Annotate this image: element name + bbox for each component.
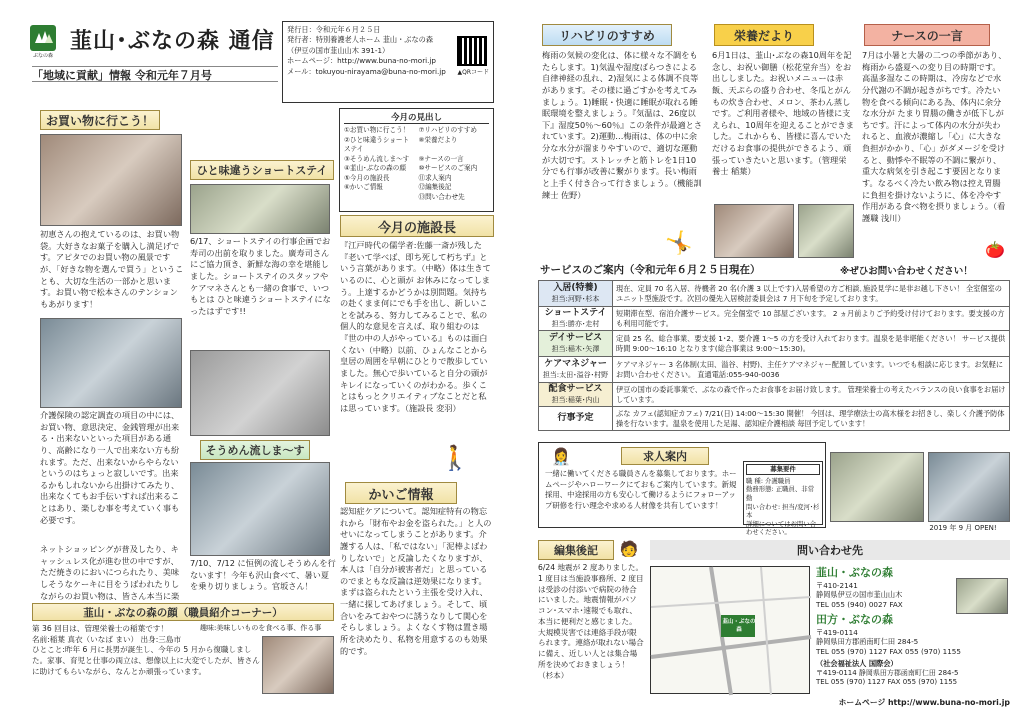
- toc-item[interactable]: ⑪求人案内: [418, 173, 452, 182]
- logo-caption: ぶなの森: [32, 53, 53, 59]
- nirayama-name: 韮山・ぶなの森: [816, 566, 893, 579]
- email-address[interactable]: メール：tokuyou-nirayama@buna-no-mori.jp: [287, 66, 446, 76]
- service-row[interactable]: [539, 357, 1010, 383]
- shopping-text-3-continued: [190, 108, 336, 134]
- shopping-photo: [40, 134, 182, 226]
- building-caption: 2019 年 9 月 OPEN!: [929, 524, 997, 532]
- tagata-zip: 〒419-0114: [816, 627, 858, 637]
- shortstay-photo: [190, 184, 330, 234]
- service-staff: 担当:勝亦･走村: [551, 319, 600, 328]
- logo-icon: [30, 25, 56, 51]
- director-text: 『江戸時代の儒学者:佐藤一斎が残した『老いて学べば、即ち死して朽ちず』という言葉があります。（中略）体は生きているのに、心と頭が お休みになってしまう。上達するかどうかは別問題。気持ちの赴くまま何にでも手を出し、新しいことを試みる、努力してみることで、私の個人的な意見を言えば、取り組むのは『世の中の人がやっている』ものは面白くない（中略）以前、ひょんなことから皇居の周囲を早朝にひとりで散歩していました。無心で歩いていると自分の頭がキレイになっていくのがわかる。歩くことはもっとクリエイティブなことだと私は思っています。（施設長 変羽）: [340, 240, 491, 413]
- service-desc: ぶな カフェ(認知症カフェ) 7/21(日) 14:00〜15:30 開催！ 今回は、理学療法士の高木様をお招きし、楽しく介護予防体操を行ないます。温泉を使用した足湯、認知症介護相談 毎回予定しています！: [613, 407, 1010, 431]
- service-row[interactable]: [539, 383, 1010, 407]
- toc-item[interactable]: ⑥かいご情報: [344, 183, 383, 192]
- toc-title: 今月の見出し: [344, 111, 489, 124]
- shortstay-heading: ひと味違うショートステイ: [190, 160, 334, 180]
- service-desc: 現在、定員 70 名入居、待機者 20 名(介護 3 以上です)入居希望の方ご相談､施設見学に是非お越し下さい！ 全室個室のユニット型施設です。次回の優先入居検討委員会は 7 月下旬を予定しております。: [613, 281, 1010, 307]
- toc-item[interactable]: ⑩サービスのご案内: [418, 164, 478, 173]
- walking-person-icon: 🚶: [440, 444, 470, 472]
- toc-item[interactable]: ④韮山･ぶなの森の顔: [344, 164, 406, 173]
- service-desc: 短期滞在型、宿泊介護サービス。完全個室で 10 部屋ございます。 2 ヵ月前よりご予約受け付けております。要支援の方も利用可能です。: [613, 307, 1010, 331]
- tagata-name: 田方・ぶなの森: [816, 613, 893, 627]
- toc-item[interactable]: ①お買い物に行こう！: [344, 126, 410, 134]
- tagata-tel: TEL 055 (970) 1127 FAX 055 (970) 1155: [816, 646, 961, 656]
- nirayama-address: 静岡県伊豆の国市韮山山木: [816, 590, 903, 600]
- service-row[interactable]: [539, 331, 1010, 357]
- toc-list: [344, 126, 489, 202]
- publisher-address: （伊豆の国市韮山山木 391-1）: [287, 45, 390, 55]
- services-table: [538, 280, 1010, 431]
- requirement-detail: 詳細についてはお問い合わせください。: [746, 519, 817, 537]
- service-name: 配食サービス: [548, 384, 603, 395]
- recruit-text: 一緒に働いてくださる職員さんを募集しております。ホームページやハローワークにておもご案内しています。新規採用、中途採用の方も安心して働けるようにフォローアップ研修を行い理念や求める人材像を共有しています！: [545, 469, 737, 510]
- service-name: ケアマネジャー: [544, 359, 607, 370]
- staff-photo: [262, 636, 334, 694]
- toc-box: [339, 108, 494, 212]
- toc-item[interactable]: ⑬問い合わせ先: [418, 192, 465, 201]
- face-intro: 第 36 回目は、管理栄養士の稲葉です！: [32, 624, 168, 633]
- service-desc: 定員 25 名、総合事業、要支援 1･2、要介護 1〜5 の方を受け入れております。温泉を是非堪能ください！ サービス提供時間 9:00〜16:10 となります(総合事業は 9:00〜15:30)。: [613, 331, 1010, 357]
- service-name: ショートステイ: [544, 308, 607, 319]
- requirement-contact: 問い合わせ: 担当/変河･杉本: [746, 502, 820, 520]
- shopping-heading: お買い物に行こう！: [40, 110, 160, 130]
- requirement-type: 勤務形態: 正職員、非常勤: [746, 485, 815, 502]
- face-text: ひとこと:昨年 6 月に長男が誕生し、今年の 5 月から復職しました。家事、育児と仕事の両立は、想像以上に大変でしたが、皆さんに助けてもらいながら、なんとか頑張っています。: [32, 645, 260, 676]
- rehab-heading: リハビリのすすめ: [542, 24, 672, 46]
- somen-heading: そうめん流しま〜す: [200, 440, 310, 460]
- kaigo-heading: かいご情報: [345, 482, 457, 504]
- requirements-box: [743, 461, 823, 537]
- toc-item[interactable]: ②ひと味違うショートステイ: [344, 135, 410, 154]
- toc-item[interactable]: ⑦リハビリのすすめ: [418, 126, 478, 134]
- nurse-heading: ナースの一言: [864, 24, 990, 46]
- service-row[interactable]: [539, 407, 1010, 431]
- newsletter-subtitle: 「地域に貢献」情報 令和元年７月号: [32, 66, 278, 82]
- issue-date: 発行日：令和元年６月２５日: [287, 25, 381, 34]
- face-hobby: 趣味:美味しいものを食べる事、作る事: [200, 624, 322, 632]
- face-name: 名前:稲葉 真衣（いなば まい） 出身:三島市: [32, 634, 182, 644]
- service-row[interactable]: [539, 307, 1010, 331]
- corp-tel: TEL 055 (970) 1127 FAX 055 (970) 1155: [816, 677, 958, 686]
- postscript-text: 6/24 地震が 2 度ありました。1 度目は当施設事務所、2 度目は受診の付添いで病院の待合にいました。地震情報がパソコン･スマホ･速報でも取れ、本当に便利だと感じました。大規模災害では連絡手段が限られます。連絡が取れない場合に備え、近しい人とは集合場所を決めておきましょう！（杉本）: [538, 563, 644, 680]
- contact-homepage[interactable]: ホームページ http://www.buna-no-mori.jp: [838, 698, 1010, 707]
- director-heading: 今月の施設長: [340, 215, 494, 237]
- rehab-text: 梅雨の気候の変化は、体に様々な不調をもたらします。1)気温や湿度ばらつきによる自律神経の乱れ、2)湿気による体調不良等があります。その様に過ごすかを考えてみましょう。1)睡眠・快適に睡眠が取れる睡眠環境を整えましょう。『気温は、26度以下』湿度50％～60％』この条件が最適とされています。2)運動…梅雨は、体の中に余分な水分が溜まりやすいので、適切な運動が大切です。ストレッチと筋トレを1日10分でも行事が改善に繋がります。長い梅雨と上手く付き合って行きましょう。（機能訓練士 佐野）: [542, 50, 703, 200]
- face-heading: 韮山・ぶなの森の顔（職員紹介コーナー）: [32, 603, 334, 621]
- recruit-heading: 求人案内: [621, 447, 709, 465]
- shopping-text-3: ネットショッピングが普及したり、キャッシュレス化が進む世の中ですが、ただ焼きのにおいにつられたり、美味しそうなケーキに目をうばわれたりしながらのお買い物は、皆さん本当に楽: [40, 544, 180, 601]
- building-photo-2: [928, 452, 1010, 522]
- postscript-heading: 編集後記: [538, 540, 614, 560]
- tagata-address: 静岡県田方郡函南町仁田 284-5: [816, 637, 919, 647]
- service-desc: ケアマネジャー 3 名体制(太田、溢谷、村野)、主任ケアマネジャー配置しています。いつでも相談に応じます。お気軽にお問い合わせください。 直通電話:055-940-0036: [613, 357, 1010, 383]
- service-staff: 担当:稲木･矢澤: [551, 344, 600, 353]
- stretch-icon: 🤸: [665, 230, 693, 256]
- requirement-job: 職 種: 介護職員: [746, 476, 791, 485]
- tomato-icon: 🍅: [985, 239, 1005, 259]
- right-page: [514, 0, 1024, 724]
- corp-address: 〒419-0114 静岡県田方郡函南町仁田 284-5: [816, 668, 959, 677]
- service-desc: 伊豆の国市の委託事業で、ぶなの森で作ったお食事をお届け致します。 管理栄養士の考えたバランスの良い食事をお届けしています。: [613, 383, 1010, 407]
- meal-photo-2: [798, 204, 854, 258]
- shortstay-photo-2: [190, 350, 330, 436]
- somen-photo: [190, 462, 330, 556]
- shopping-text-1: 初恵さんの抱えているのは、お買い物袋。大好きなお菓子を購入し満足げです。アピタでのお買い物の風景ですが、「好きな物を選んで買う」ということも、大切な生活の一部かと思います。お買い物で松本さんのテンションもあがります！: [40, 229, 184, 309]
- nutrition-heading: 栄養だより: [714, 24, 814, 46]
- toc-item[interactable]: ⑧栄養だより: [418, 135, 458, 144]
- service-name: デイサービス: [548, 333, 603, 344]
- services-note: ※ぜひお問い合わせください！: [840, 266, 973, 277]
- service-name: 入居(特養): [553, 283, 598, 294]
- building-photo: [830, 452, 924, 522]
- shopping-photo-2: [40, 318, 182, 408]
- toc-item[interactable]: ③そうめん流しま〜す: [344, 154, 410, 163]
- editor-icon: 🧑: [619, 540, 639, 558]
- service-name: 行事予定: [557, 412, 594, 423]
- left-page: [0, 0, 510, 724]
- meal-photo: [714, 204, 794, 258]
- publisher-box: [282, 21, 494, 103]
- facility-photo: [956, 578, 1008, 614]
- somen-text: 7/10、7/12 に恒例の流しそうめんを行ないます！今年も沢山食べて、暑い夏を乗り切りましょう。官坂さん！: [190, 558, 336, 592]
- map-label: 韮山・ぶなの森: [722, 619, 756, 633]
- toc-item[interactable]: ⑤今月の施設長: [344, 173, 390, 182]
- qr-label: ▲QRコード: [457, 69, 489, 76]
- homepage-url[interactable]: ホームページ：http://www.buna-no-mori.jp: [287, 56, 436, 66]
- staff-group-icon: 👩‍⚕️: [551, 446, 571, 466]
- map[interactable]: [650, 566, 810, 694]
- service-row[interactable]: [539, 281, 1010, 307]
- contact-heading: 問い合わせ先: [650, 540, 1010, 560]
- recruit-box: [538, 442, 826, 537]
- service-staff: 担当:稲葉･内山: [551, 395, 600, 404]
- toc-item[interactable]: ⑫編集後記: [418, 183, 452, 192]
- nirayama-tel: TEL 055 (940) 0027 FAX: [816, 599, 903, 609]
- service-staff: 担当:河野･杉本: [551, 294, 600, 303]
- nurse-text: 7月は小暑と大暑の二つの季節があり、梅雨から盛夏への変り目の時期です。高温多湿なこの時期は、冷房などで水分代謝の不調が起きがちです。冷たい物を食べる傾向にある為、体内に余分な水分が たまり胃腸の働きが低下しがちです。汗によって体内の水分が失われると、血液が濃縮し「心」に大きな負担がかかり、「心」がダメージを受けると、動悸や不眠等の不調に繋がり、重大な病気を引き起こす要因となります。なるべく冷たい飲み物は控え胃腸に負担を掛けないように、体を冷やす作用がある食べ物を摂りましょう。（看護職 浅川）: [862, 50, 1007, 223]
- qr-code-icon: [457, 36, 487, 66]
- kaigo-text: 認知症ケアについて。認知症特有の物忘れから「財布やお金を盗られた。」と人のせいになってしまうことがあります。介護する人は、「私ではない」「泥棒よばわりしないで」と反論したくなりますが、本人は「自分が被害者だ」と思っているのでまともな反論は逆効果になります。まずは盗られたという主張を受け入れ、一緒に探してあげましょう。そして、頃合いをみておやつに誘うなりして関心をそらしましょう。よくなくす物は置き場所を決めたり、私物を用意するのも効果的です。: [340, 506, 492, 656]
- corp-name: （社会福祉法人 国際会）: [816, 659, 898, 669]
- publisher: 発行者：特別養護老人ホーム 韮山・ぶなの森: [287, 35, 434, 45]
- shopping-text-2: 介護保険の認定調査の項目の中には、お買い物、意思決定、金銭管理が出来る・出来ないといった項目がある通り、高齢になり一人で出来ない方も紛れます。ただ、出来ないからやらないというのはちょっと寂しいです。出来るかもしれないから出掛けてみたり、出来なくてもお手伝いすれば出来ることはあり、楽しむ事を考えていく事も必要です。: [40, 410, 180, 525]
- services-heading: サービスのご案内（令和元年６月２５日現在）: [540, 264, 761, 276]
- shortstay-text: 6/17、ショートステイの行事企画でお寿司の出前を取りました。廣寿司さんにご協力頂き、新鮮な海の幸を堪能しました。ショートステイのスタッフやケアマネさんとも一緒の食事で、いつもとは ひと味違うショートステイになったはずです!!: [190, 236, 331, 316]
- service-staff: 担当:太田･溢谷･村野: [542, 370, 609, 379]
- toc-item[interactable]: ⑨ナースの一言: [418, 154, 464, 163]
- nutrition-text: 6月1日は、韮山･ぶなの森10周年を記念し、お祝い御膳（松花堂弁当）をお出ししました。お祝いメニューは赤飯、天ぷらの盛り合わせ、冬瓜とがんもの炊き合わせ、メロン、茶わん蒸しです。ご利用者様や、地域の皆様に支えられ、10周年を迎えることができました。これからも、皆様に喜んでいただけるお食事の提供ができるよう、頑張っていきたいと思います。（管理栄養士 稲葉）: [712, 50, 854, 177]
- nirayama-zip: 〒410-2141: [816, 580, 858, 590]
- requirements-title: 募集要件: [746, 464, 820, 475]
- newsletter-title: 韮山･ぶなの森 通信: [70, 29, 275, 54]
